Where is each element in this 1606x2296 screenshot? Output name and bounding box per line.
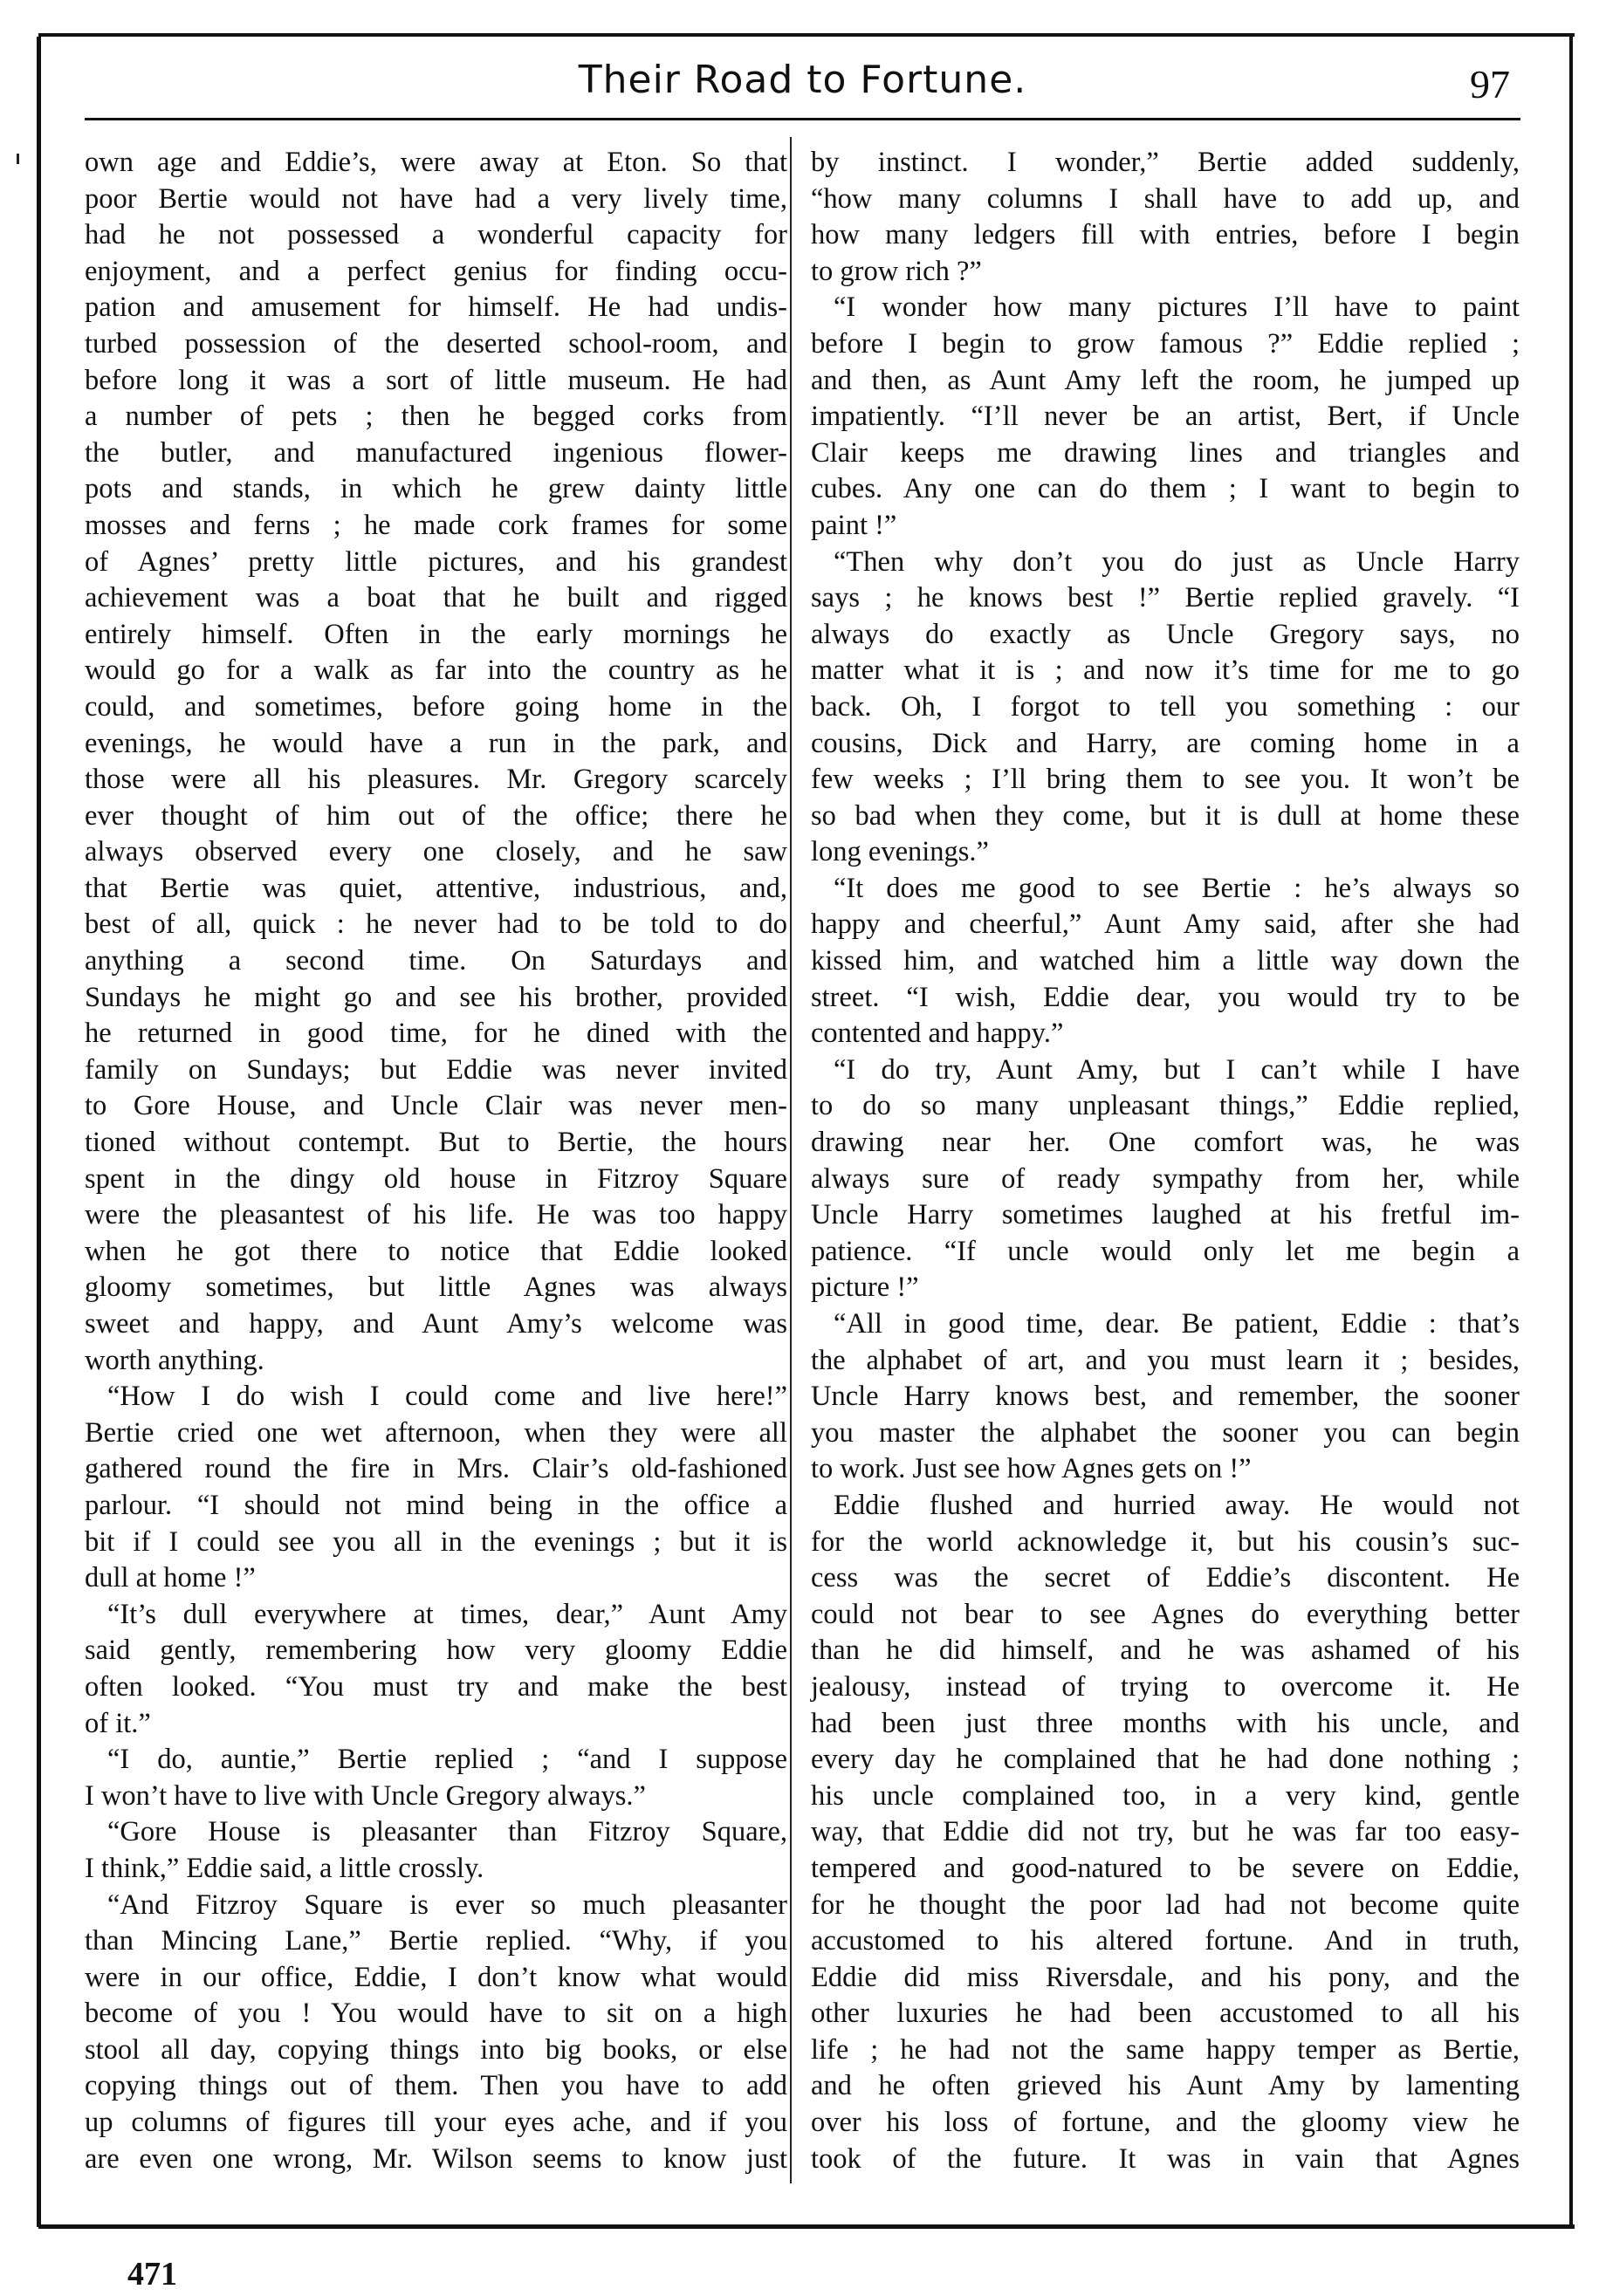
text-line: “how many columns I shall have to add up, and xyxy=(811,182,1520,215)
text-line: for he thought the poor lad had not become quite xyxy=(811,1888,1520,1921)
page-frame-bottom-rule xyxy=(38,2224,1575,2229)
text-line: Eddie flushed and hurried away. He would not xyxy=(834,1489,1520,1521)
text-line: Sundays he might go and see his brother, provided xyxy=(85,981,787,1013)
text-line: “Then why don’t you do just as Uncle Harry xyxy=(834,545,1520,578)
text-line: street. “I wish, Eddie dear, you would try to be xyxy=(811,981,1520,1013)
text-line: that Bertie was quiet, attentive, industrious, and, xyxy=(85,872,787,904)
text-line: anything a second time. On Saturdays and xyxy=(85,945,787,977)
text-line: over his loss of fortune, and the gloomy view he xyxy=(811,2107,1520,2139)
text-line: pation and amusement for himself. He had undis- xyxy=(85,291,787,324)
text-line: “I do try, Aunt Amy, but I can’t while I have xyxy=(834,1053,1520,1086)
text-line: cess was the secret of Eddie’s discontent. He xyxy=(811,1562,1520,1594)
text-line: said gently, remembering how very gloomy Eddie xyxy=(85,1635,787,1667)
text-line: “How I do wish I could come and live here!” xyxy=(107,1381,787,1413)
text-line: best of all, quick : he never had to be told to do xyxy=(85,908,787,941)
text-line: happy and cheerful,” Aunt Amy said, after she had xyxy=(811,908,1520,941)
text-line: a number of pets ; then he begged corks from xyxy=(85,401,787,433)
text-line: he returned in good time, for he dined with the xyxy=(85,1018,787,1050)
running-title: Their Road to Fortune. xyxy=(578,58,1027,102)
text-line: turbed possession of the deserted school-room, and xyxy=(85,327,787,360)
text-line: parlour. “I should not mind being in the office a xyxy=(85,1489,787,1521)
text-line: to do so many unpleasant things,” Eddie replied, xyxy=(811,1090,1520,1122)
text-line: mosses and ferns ; he made cork frames for some xyxy=(85,509,787,541)
text-line: gloomy sometimes, but little Agnes was always xyxy=(85,1271,787,1304)
text-line: to grow rich ?” xyxy=(811,255,982,287)
text-line: were in our office, Eddie, I don’t know what would xyxy=(85,1961,787,1993)
text-line: every day he complained that he had done nothing ; xyxy=(811,1744,1520,1776)
text-line: would go for a walk as far into the country as he xyxy=(85,655,787,687)
text-line: you master the alphabet the sooner you can begin xyxy=(811,1416,1520,1449)
text-line: drawing near her. One comfort was, he was xyxy=(811,1127,1520,1159)
text-line: ever thought of him out of the office; there he xyxy=(85,799,787,832)
text-line: long evenings.” xyxy=(811,836,989,868)
text-line: poor Bertie would not have had a very lively time, xyxy=(85,182,787,215)
text-line: sweet and happy, and Aunt Amy’s welcome was xyxy=(85,1308,787,1340)
text-line: dull at home !” xyxy=(85,1562,256,1594)
text-line: of Agnes’ pretty little pictures, and his grandest xyxy=(85,545,787,578)
text-line: matter what it is ; and now it’s time for me to go xyxy=(811,655,1520,687)
column-divider xyxy=(790,137,792,2183)
page-frame-right-rule xyxy=(1569,37,1573,2227)
text-line: by instinct. I wonder,” Bertie added suddenly, xyxy=(811,147,1520,178)
page-frame-top-rule xyxy=(38,33,1575,37)
text-line: patience. “If uncle would only let me begin a xyxy=(811,1235,1520,1267)
text-line: could not bear to see Agnes do everything better xyxy=(811,1598,1520,1630)
text-line: to Gore House, and Uncle Clair was never men- xyxy=(85,1090,787,1122)
page-number: 97 xyxy=(1470,62,1510,106)
text-line: than he did himself, and he was ashamed of his xyxy=(811,1635,1520,1667)
text-line: back. Oh, I forgot to tell you something : our xyxy=(811,690,1520,723)
text-line: “I wonder how many pictures I’ll have to paint xyxy=(834,291,1520,324)
text-line: spent in the dingy old house in Fitzroy Square xyxy=(85,1162,787,1195)
text-line: accustomed to his altered fortune. And in truth, xyxy=(811,1925,1520,1957)
text-line: copying things out of them. Then you have to add xyxy=(85,2070,787,2102)
text-line: enjoyment, and a perfect genius for finding occu- xyxy=(85,255,787,287)
text-line: had he not possessed a wonderful capacity for xyxy=(85,219,787,251)
header-rule xyxy=(85,118,1520,120)
margin-print-mark xyxy=(17,154,19,164)
text-line: gathered round the fire in Mrs. Clair’s old-fashioned xyxy=(85,1453,787,1485)
text-line: Eddie did miss Riversdale, and his pony, and the xyxy=(811,1961,1520,1993)
text-line: “And Fitzroy Square is ever so much pleasanter xyxy=(107,1888,787,1921)
text-line: were the pleasantest of his life. He was too happy xyxy=(85,1199,787,1231)
text-line: how many ledgers fill with entries, before I begin xyxy=(811,219,1520,251)
text-line: “Gore House is pleasanter than Fitzroy Square, xyxy=(107,1816,787,1848)
text-column-left xyxy=(85,145,787,2177)
text-line: family on Sundays; but Eddie was never invited xyxy=(85,1053,787,1086)
text-line: kissed him, and watched him a little way down the xyxy=(811,945,1520,977)
text-line: “It does me good to see Bertie : he’s always so xyxy=(834,872,1520,904)
text-line: pots and stands, in which he grew dainty little xyxy=(85,473,787,505)
text-line: says ; he knows best !” Bertie replied gravely. “I xyxy=(811,582,1520,614)
text-line: when he got there to notice that Eddie looked xyxy=(85,1235,787,1267)
text-line: his uncle complained too, in a very kind, gentle xyxy=(811,1779,1520,1812)
text-line: I think,” Eddie said, a little crossly. xyxy=(85,1852,484,1884)
text-line: I won’t have to live with Uncle Gregory always.” xyxy=(85,1779,646,1812)
text-line: way, that Eddie did not try, but he was far too easy- xyxy=(811,1816,1520,1848)
text-line: become of you ! You would have to sit on a high xyxy=(85,1998,787,2030)
text-line: jealousy, instead of trying to overcome it. He xyxy=(811,1670,1520,1703)
text-line: up columns of figures till your eyes ache, and if you xyxy=(85,2107,787,2139)
text-line: of it.” xyxy=(85,1707,151,1739)
text-line: Uncle Harry sometimes laughed at his fretful im- xyxy=(811,1199,1520,1231)
text-line: could, and sometimes, before going home in the xyxy=(85,690,787,723)
text-line: paint !” xyxy=(811,509,897,541)
text-line: and then, as Aunt Amy left the room, he jumped up xyxy=(811,364,1520,396)
text-line: always observed every one closely, and he saw xyxy=(85,836,787,868)
text-line: few weeks ; I’ll bring them to see you. It won’t be xyxy=(811,764,1520,796)
text-line: life ; he had not the same happy temper as Bertie, xyxy=(811,2033,1520,2066)
text-line: cubes. Any one can do them ; I want to begin to xyxy=(811,473,1520,505)
text-line: the butler, and manufactured ingenious flower- xyxy=(85,436,787,469)
text-line: are even one wrong, Mr. Wilson seems to know just xyxy=(85,2142,787,2175)
text-line: the alphabet of art, and you must learn it ; besides, xyxy=(811,1344,1520,1376)
text-line: Bertie cried one wet afternoon, when they were all xyxy=(85,1416,787,1449)
text-line: bit if I could see you all in the evenings ; but it is xyxy=(85,1525,787,1558)
text-line: cousins, Dick and Harry, are coming home in a xyxy=(811,727,1520,759)
text-line: to work. Just see how Agnes gets on !” xyxy=(811,1453,1252,1485)
text-line: “It’s dull everywhere at times, dear,” Aunt Amy xyxy=(107,1598,787,1630)
text-line: Uncle Harry knows best, and remember, the sooner xyxy=(811,1381,1520,1413)
text-line: for the world acknowledge it, but his cousin’s suc- xyxy=(811,1525,1520,1558)
text-line: before I begin to grow famous ?” Eddie replied ; xyxy=(811,327,1520,360)
text-line: Clair keeps me drawing lines and triangles and xyxy=(811,436,1520,469)
text-line: tioned without contempt. But to Bertie, the hours xyxy=(85,1127,787,1159)
text-line: stool all day, copying things into big books, or else xyxy=(85,2033,787,2066)
text-line: tempered and good-natured to be severe on Eddie, xyxy=(811,1852,1520,1884)
text-line: than Mincing Lane,” Bertie replied. “Why, if you xyxy=(85,1925,787,1957)
text-line: worth anything. xyxy=(85,1344,264,1376)
text-line: so bad when they come, but it is dull at home these xyxy=(811,799,1520,832)
text-line: picture !” xyxy=(811,1271,919,1304)
text-line: had been just three months with his uncle, and xyxy=(811,1707,1520,1739)
text-column-right xyxy=(811,145,1520,2177)
text-line: took of the future. It was in vain that Agnes xyxy=(811,2142,1520,2175)
text-line: “I do, auntie,” Bertie replied ; “and I suppose xyxy=(107,1744,787,1776)
text-line: those were all his pleasures. Mr. Gregory scarcely xyxy=(85,764,787,796)
running-head xyxy=(85,52,1520,119)
text-line: before long it was a sort of little museum. He had xyxy=(85,364,787,396)
text-line: own age and Eddie’s, were away at Eton. So that xyxy=(85,147,787,178)
text-line: achievement was a boat that he built and rigged xyxy=(85,582,787,614)
text-line: and he often grieved his Aunt Amy by lamenting xyxy=(811,2070,1520,2102)
text-line: contented and happy.” xyxy=(811,1018,1064,1050)
text-line: often looked. “You must try and make the best xyxy=(85,1670,787,1703)
text-line: always do exactly as Uncle Gregory says, no xyxy=(811,618,1520,650)
signature-mark: 471 xyxy=(127,2256,177,2293)
text-line: other luxuries he had been accustomed to all his xyxy=(811,1998,1520,2030)
text-line: entirely himself. Often in the early mornings he xyxy=(85,618,787,650)
text-line: evenings, he would have a run in the park, and xyxy=(85,727,787,759)
page-frame-left-rule xyxy=(37,37,41,2227)
text-line: impatiently. “I’ll never be an artist, Bert, if Uncle xyxy=(811,401,1520,433)
text-line: always sure of ready sympathy from her, while xyxy=(811,1162,1520,1195)
text-line: “All in good time, dear. Be patient, Eddie : that’s xyxy=(834,1308,1520,1340)
